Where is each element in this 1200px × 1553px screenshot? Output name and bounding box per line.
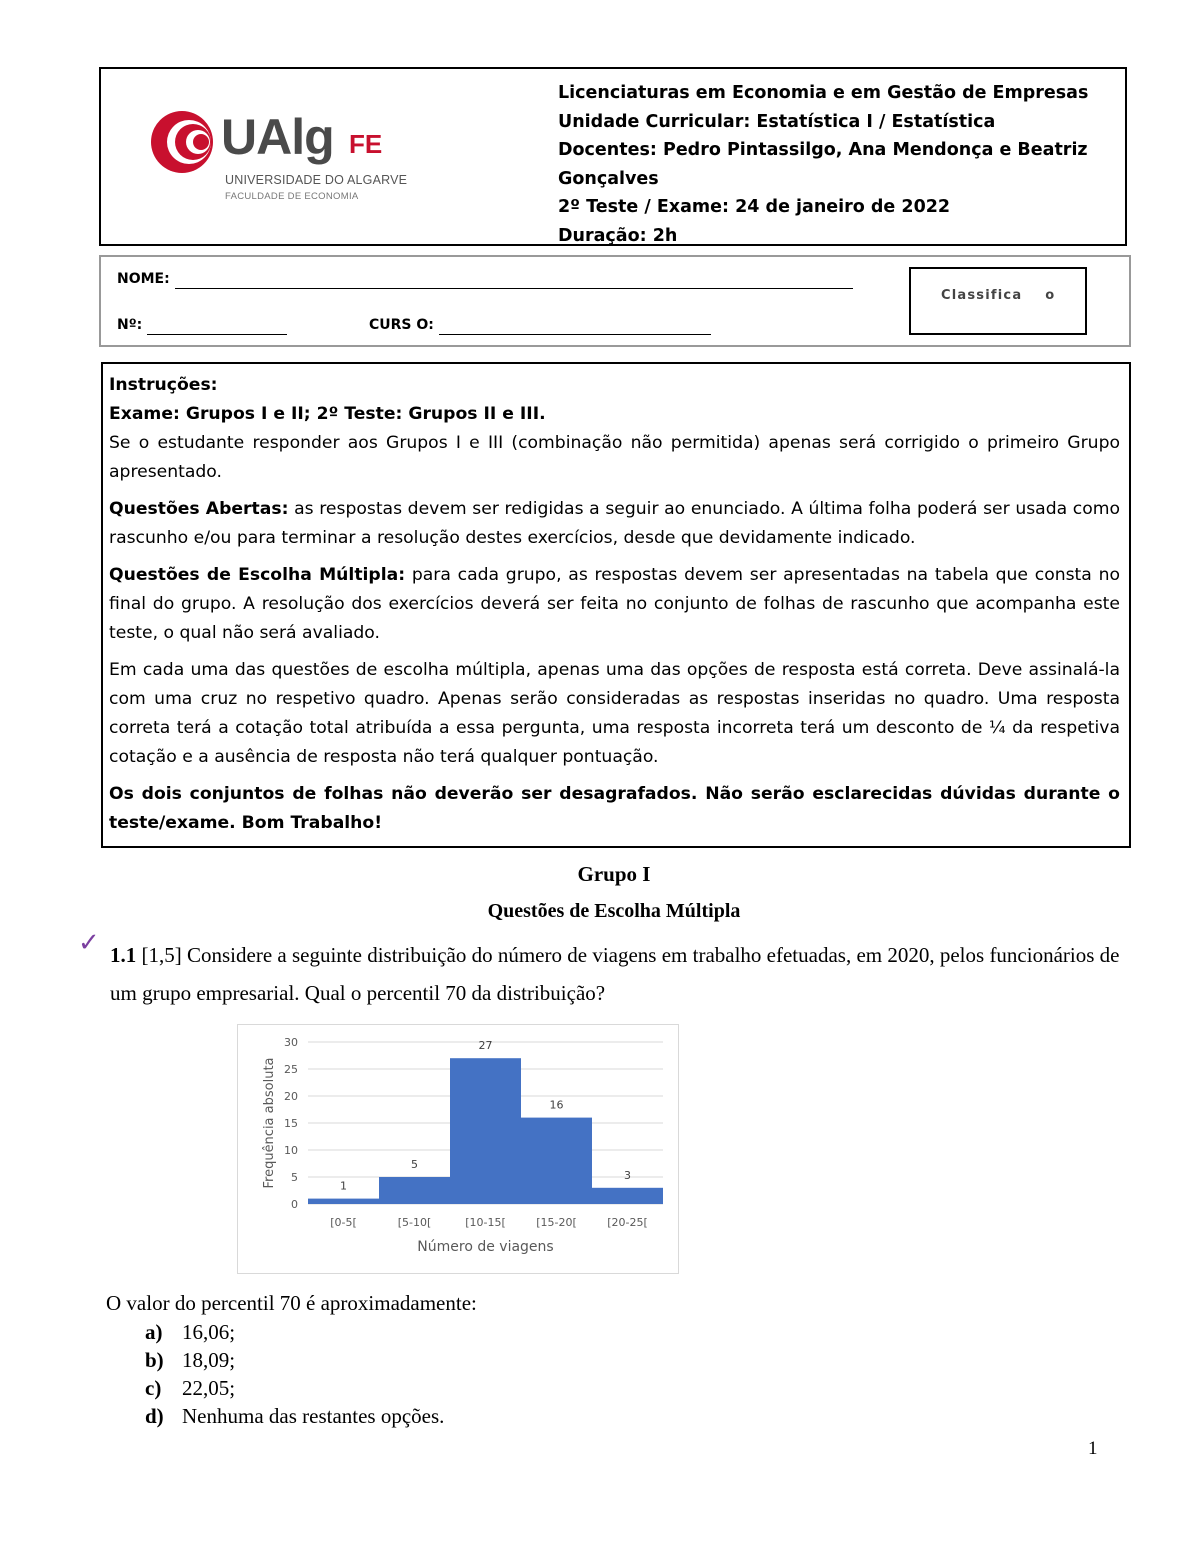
grade-box[interactable] (909, 267, 1087, 335)
option-text: Nenhuma das restantes opções. (182, 1404, 445, 1428)
option-letter: d) (145, 1404, 164, 1428)
option-letter: c) (145, 1376, 162, 1400)
ualg-logo (149, 105, 419, 205)
y-tick-label: 20 (284, 1090, 298, 1103)
option-letter: a) (145, 1320, 163, 1344)
option-text: 22,05; (182, 1376, 236, 1400)
answer-intro: O valor do percentil 70 é aproximadamente: (106, 1291, 477, 1315)
student-info-box (99, 255, 1131, 347)
course-degrees: Licenciaturas em Economia e em Gestão de Empresas (558, 83, 1089, 103)
group-title: Grupo I (577, 862, 651, 886)
instructions-combo-rule: Se o estudante responder aos Grupos I e III (combinação não permitida) apenas será corrigido o primeiro Grupo apresentado. (109, 433, 1120, 482)
bar (308, 1199, 379, 1204)
question-text (110, 936, 1120, 1012)
x-tick-label: [0-5[ (330, 1216, 357, 1229)
instructions-title: Instruções: (109, 375, 218, 395)
y-tick-label: 15 (284, 1117, 298, 1130)
page-number: 1 (1088, 1438, 1098, 1459)
number-field[interactable] (147, 334, 287, 335)
logo-brand-suffix: FE (349, 129, 383, 159)
exam-date: 2º Teste / Exame: 24 de janeiro de 2022 (558, 197, 951, 217)
grade-label: Classifica o (941, 288, 1056, 303)
option-text: 18,09; (182, 1348, 236, 1372)
chart-svg (238, 1025, 678, 1273)
data-label: 3 (624, 1168, 631, 1182)
x-tick-label: [10-15[ (465, 1216, 506, 1229)
x-tick-label: [15-20[ (536, 1216, 577, 1229)
number-label: Nº: (117, 317, 143, 333)
question-body: Considere a seguinte distribuição do número de viagens em trabalho efetuadas, em 2020, pelos funcionários de um grupo empresarial. Qual o percentil 70 da distribuição? (110, 943, 1120, 1005)
x-axis-label: Número de viagens (417, 1239, 554, 1255)
bar (592, 1188, 663, 1204)
option-c[interactable] (145, 1374, 444, 1402)
exam-duration: Duração: 2h (558, 225, 678, 246)
option-d[interactable] (145, 1402, 444, 1430)
logo-brand: UAlg (221, 109, 334, 165)
y-tick-label: 30 (284, 1036, 298, 1049)
course-info (558, 79, 1118, 250)
y-tick-label: 25 (284, 1063, 298, 1076)
logo-faculty: FACULDADE DE ECONOMIA (225, 191, 359, 202)
instructions-groups: Exame: Grupos I e II; 2º Teste: Grupos II e III. (109, 404, 546, 424)
name-label: NOME: (117, 271, 170, 287)
x-tick-label: [20-25[ (607, 1216, 648, 1229)
data-label: 27 (478, 1039, 493, 1053)
course-label: CURS O: (369, 317, 434, 333)
option-b[interactable] (145, 1346, 444, 1374)
y-tick-label: 5 (291, 1171, 298, 1184)
closing-text: Os dois conjuntos de folhas não deverão ser desagrafados. Não serão esclarecidas dúvidas durante o teste/exame. Bom Trabalho! (109, 784, 1120, 833)
header-box (99, 67, 1127, 246)
data-label: 1 (340, 1179, 347, 1193)
y-axis-label: Frequência absoluta (262, 1057, 277, 1189)
check-mark-icon: ✓ (78, 928, 100, 958)
scoring-text: Em cada uma das questões de escolha múltipla, apenas uma das opções de resposta está correta. Deve assinalá-la com uma cruz no respetivo quadro. Apenas serão consideradas as respostas inseridas no quadro. Uma resposta correta terá a cotação total atribuída a essa pergunta, uma resposta incorreta terá um desconto de ¼ da respetiva cotação e a ausência de resposta não terá qualquer pontuação. (109, 660, 1120, 767)
x-tick-label: [5-10[ (397, 1216, 432, 1229)
bar (450, 1058, 521, 1204)
y-tick-label: 10 (284, 1144, 298, 1157)
open-questions-text: as respostas devem ser redigidas a seguir ao enunciado. A última folha poderá ser usada como rascunho e/ou para terminar a resolução destes exercícios, desde que devidamente indicado. (109, 499, 1120, 548)
group-subtitle: Questões de Escolha Múltipla (487, 900, 741, 922)
bar (379, 1177, 450, 1204)
logo-university: UNIVERSIDADE DO ALGARVE (225, 173, 408, 187)
data-label: 5 (411, 1158, 418, 1171)
open-questions-label: Questões Abertas: (109, 499, 289, 519)
option-a[interactable] (145, 1318, 444, 1346)
course-unit: Unidade Curricular: Estatística I / Estatística (558, 111, 996, 132)
data-label: 16 (549, 1098, 564, 1112)
question-number: 1.1 (110, 943, 137, 967)
ualg-emblem-icon (149, 109, 215, 175)
option-letter: b) (145, 1348, 164, 1372)
bar (521, 1118, 592, 1204)
instructions-box (101, 362, 1131, 848)
course-teachers: Docentes: Pedro Pintassilgo, Ana Mendonça e Beatriz (558, 140, 1088, 160)
mc-questions-text: para cada grupo, as respostas devem ser apresentadas na tabela que consta no final do grupo. A resolução dos exercícios deverá ser feita no conjunto de folhas de rascunho que acompanha este teste, o qual não será avaliado. (109, 565, 1120, 643)
course-field[interactable] (439, 334, 711, 335)
option-text: 16,06; (182, 1320, 236, 1344)
mc-questions-label: Questões de Escolha Múltipla: (109, 565, 406, 585)
answer-options (145, 1318, 444, 1430)
question-points: [1,5] (141, 943, 182, 967)
y-tick-label: 0 (291, 1198, 298, 1211)
histogram-chart (237, 1024, 679, 1274)
name-field[interactable] (175, 288, 853, 289)
course-teachers-cont: Gonçalves (558, 168, 659, 189)
